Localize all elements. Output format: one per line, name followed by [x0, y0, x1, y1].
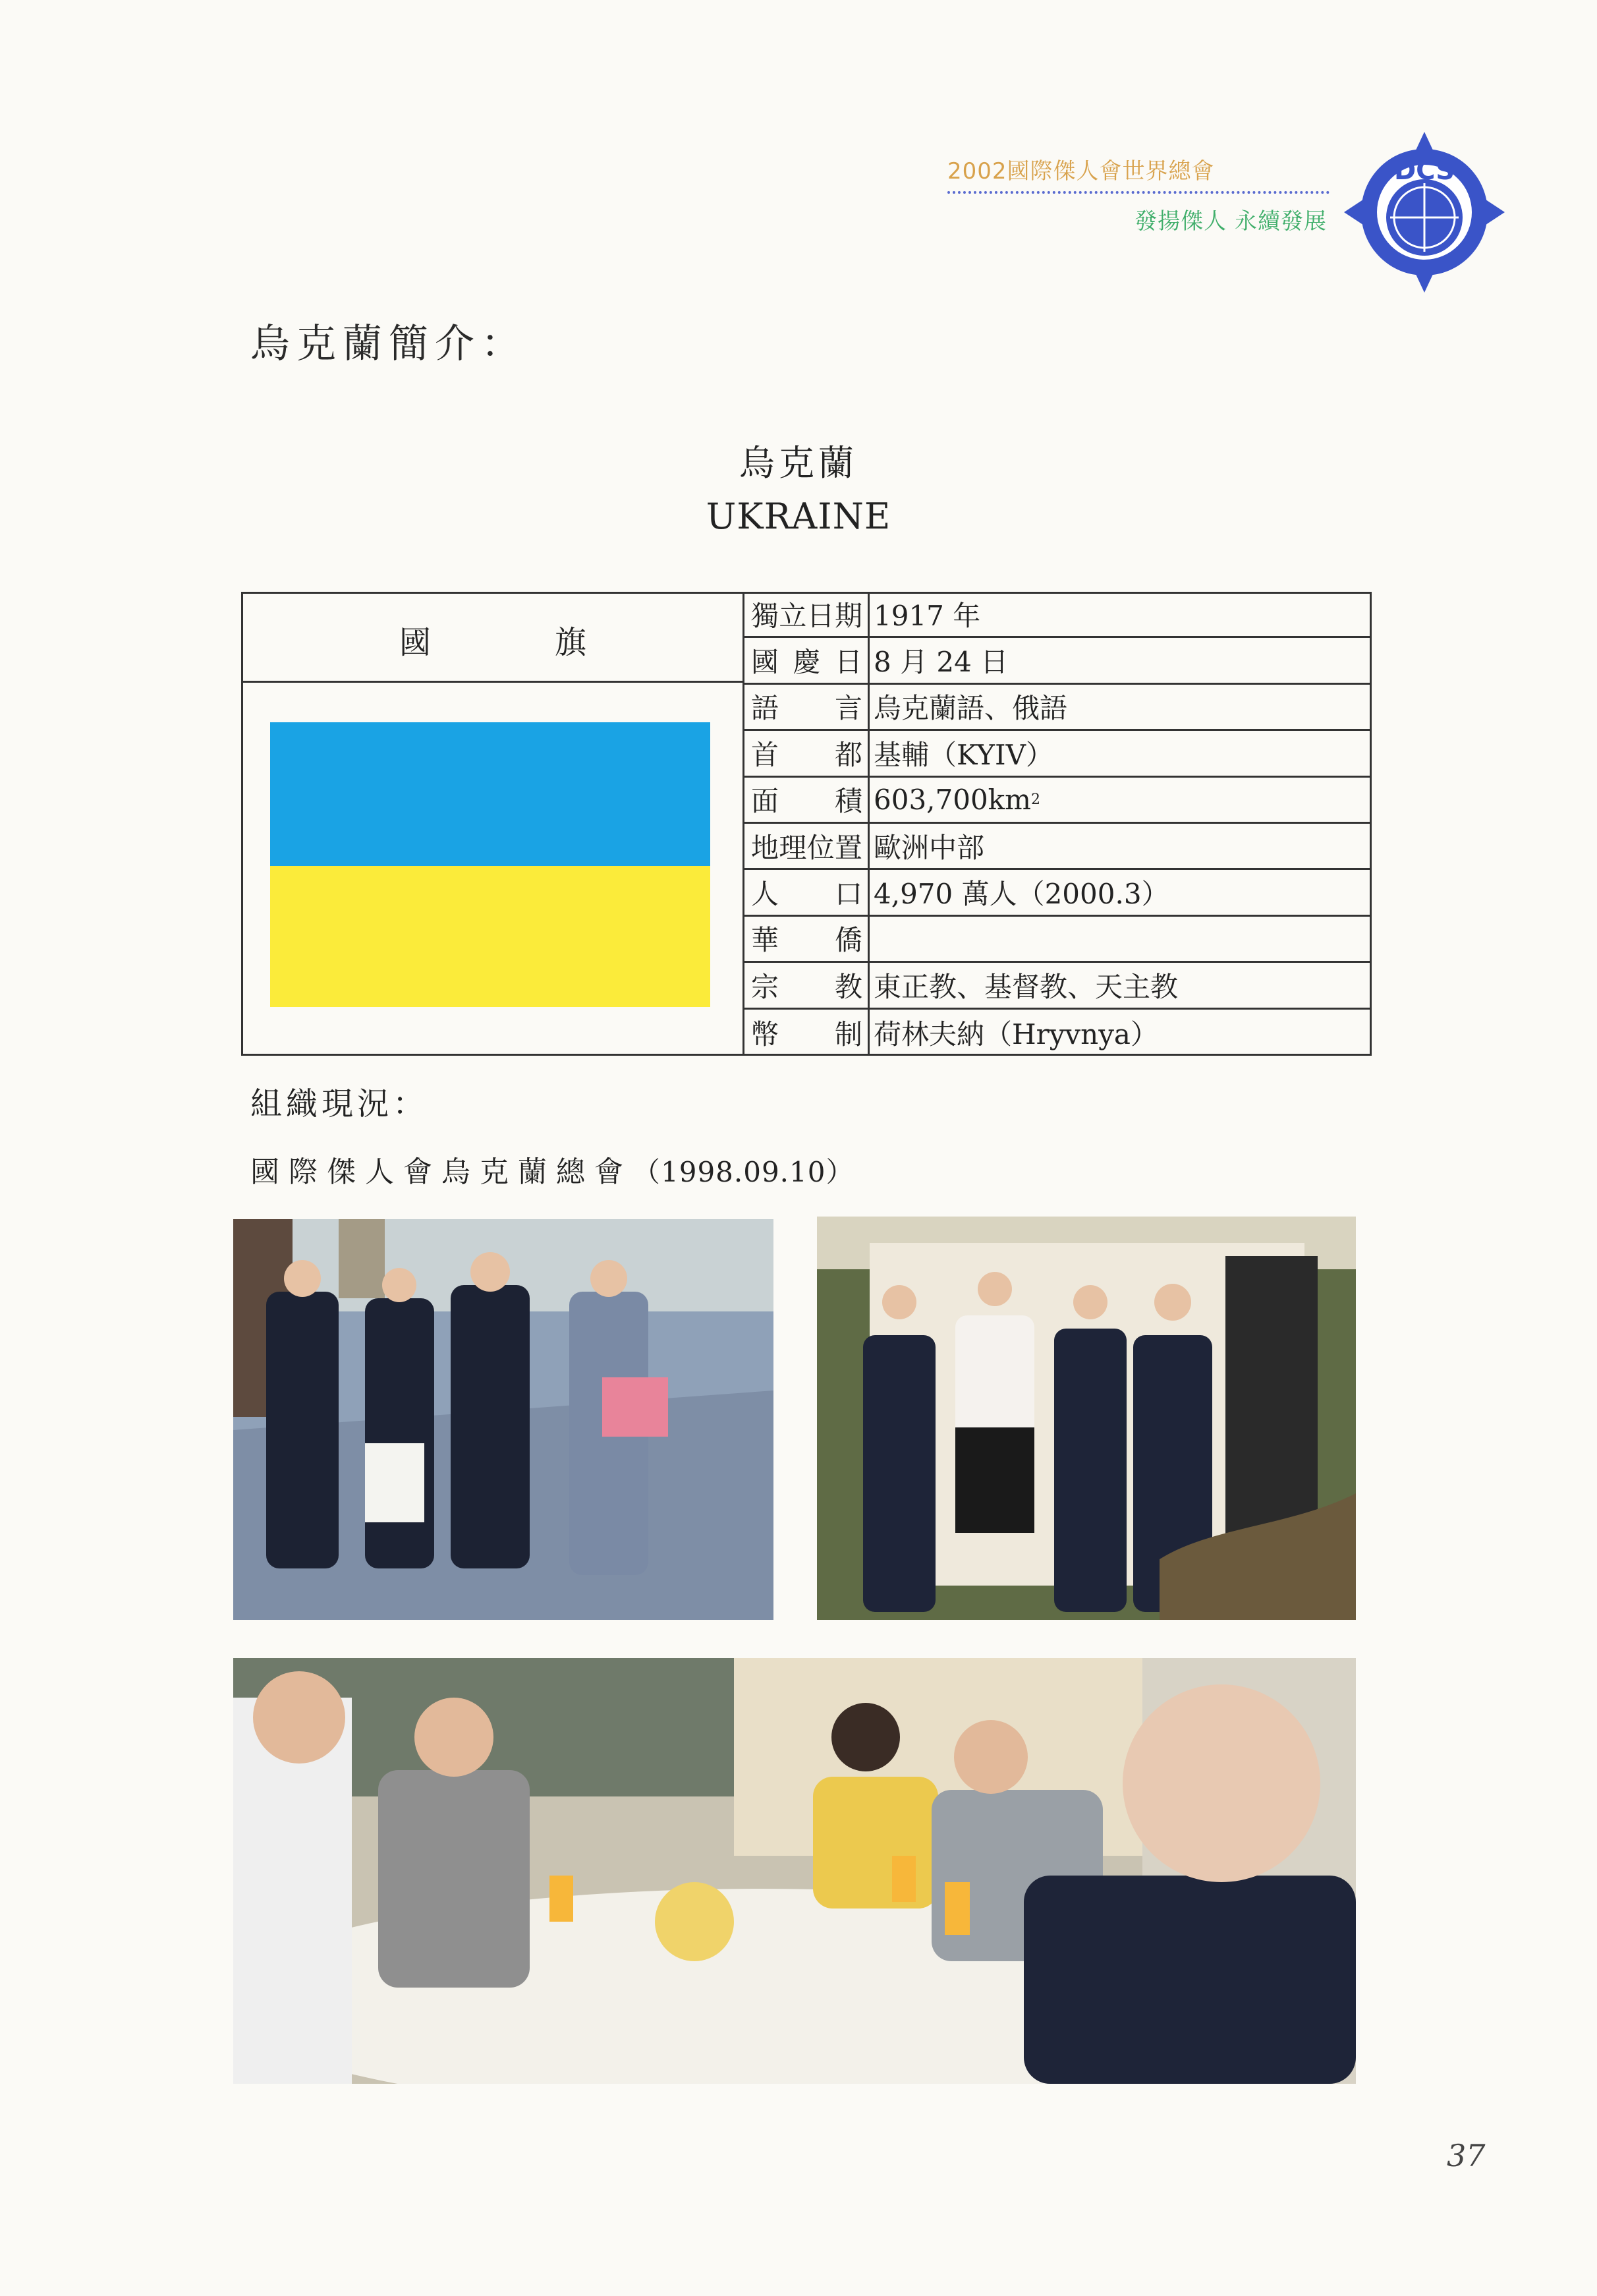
logo-text: DCS	[1393, 156, 1455, 186]
info-row	[744, 685, 1372, 731]
info-row-value	[874, 592, 980, 636]
flag-header	[241, 592, 744, 683]
flag-yellow-stripe	[270, 866, 710, 1007]
info-row	[744, 592, 1372, 638]
photo-dinner	[233, 1658, 1356, 2084]
info-row-value	[874, 638, 1008, 682]
info-row-value	[874, 731, 1053, 775]
info-row-label: 獨 立 日 期	[744, 592, 870, 636]
info-row	[744, 824, 1372, 870]
info-row-value	[874, 685, 1067, 729]
info-row-value-text: 荷林夫納（Hryvnya）	[874, 1018, 1158, 1050]
info-row	[744, 963, 1372, 1009]
info-row	[744, 778, 1372, 824]
info-row-value-text: 歐洲中部	[874, 831, 985, 864]
info-row-value	[874, 963, 1178, 1007]
organization-date: （1998.09.10）	[632, 1156, 855, 1188]
flag-header-left: 國	[399, 624, 432, 661]
photo-group-street	[233, 1219, 773, 1620]
info-row-label: 國 慶 日	[744, 638, 870, 682]
country-name-cn: 烏克蘭	[739, 442, 858, 484]
info-row-value-text: 1917 年	[874, 599, 981, 632]
page-number: 37	[1447, 2138, 1486, 2173]
info-row-label: 面 積	[744, 778, 870, 822]
info-row-label: 宗 教	[744, 963, 870, 1007]
info-row-value-text: 烏克蘭語、俄語	[874, 692, 1068, 725]
info-row-label: 語 言	[744, 685, 870, 729]
header-title: 2002國際傑人會世界總會	[947, 158, 1215, 185]
organization-title: 組織現況：	[250, 1085, 429, 1122]
organization-name: 國際傑人會烏克蘭總會	[250, 1155, 632, 1189]
organization-name-line	[250, 1148, 854, 1190]
info-row	[744, 917, 1372, 963]
info-row-value-text: 603,700km	[874, 783, 1031, 816]
info-row	[744, 638, 1372, 684]
info-row-label: 人 口	[744, 870, 870, 914]
info-row-label: 華 僑	[744, 917, 870, 961]
header-subtitle: 發揚傑人 永續發展	[1135, 208, 1327, 235]
info-row-value	[874, 824, 984, 868]
info-row	[744, 1010, 1372, 1056]
info-row-value	[874, 778, 1040, 822]
info-row-value-text: 基輔（KYIV）	[874, 738, 1053, 771]
info-row-label: 地 理 位 置	[744, 824, 870, 868]
info-row	[744, 731, 1372, 777]
info-row-value	[874, 870, 1169, 914]
info-row-value-sup: 2	[1030, 791, 1040, 808]
ukraine-flag	[270, 722, 710, 1007]
info-row-value-text: 東正教、基督教、天主教	[874, 970, 1179, 1003]
header-divider	[947, 191, 1330, 194]
dcs-logo	[1344, 132, 1505, 293]
info-row-value	[874, 1010, 1158, 1056]
photo-group-village	[817, 1217, 1356, 1620]
flag-blue-stripe	[270, 722, 710, 866]
info-row	[744, 870, 1372, 916]
info-row-value-text: 4,970 萬人（2000.3）	[874, 878, 1169, 911]
country-name-en: UKRAINE	[706, 496, 891, 537]
info-row-label: 首 都	[744, 731, 870, 775]
info-row-label: 幣 制	[744, 1010, 870, 1056]
info-row-value-text: 8 月 24 日	[874, 646, 1009, 679]
flag-header-right: 旗	[555, 624, 587, 661]
section-title: 烏克蘭簡介：	[250, 321, 527, 367]
